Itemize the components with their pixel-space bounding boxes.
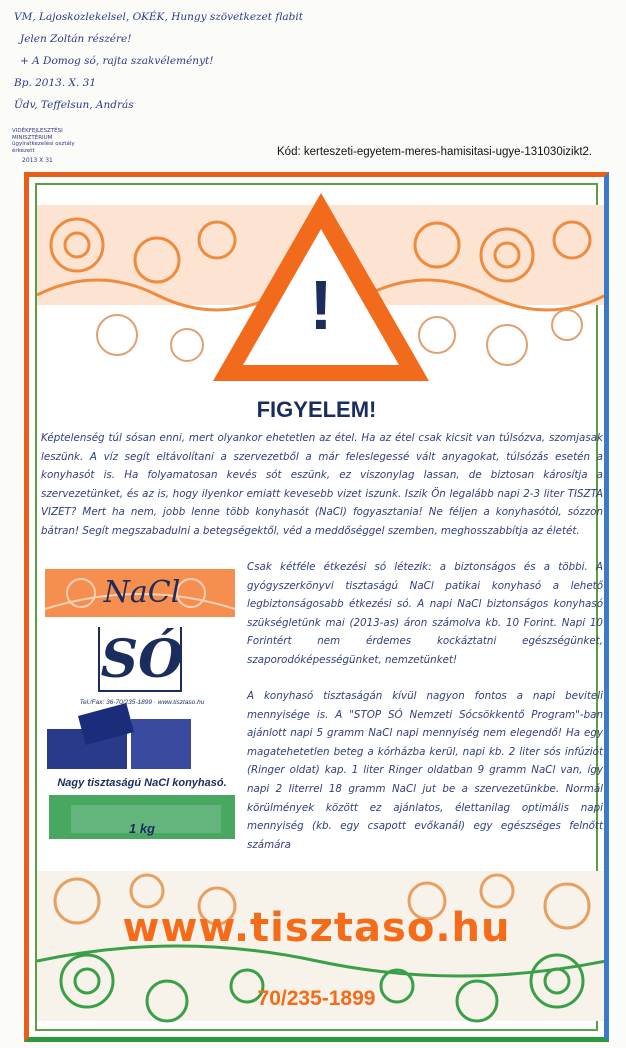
handwritten-line: Üdv, Teffelsun, András: [14, 99, 134, 111]
poster-inner-frame: [35, 183, 603, 1031]
phone-number: 70/235-1899: [257, 987, 376, 1010]
handwritten-line: Jelen Zoltán részére!: [20, 33, 132, 45]
document-code: Kód: kerteszeti-egyetem-meres-hamisitasi-ugye-131030izikt2.: [277, 146, 593, 158]
warning-poster: [24, 172, 609, 1042]
intro-paragraph: Képtelenség túl sósan enni, mert olyankor ehetetlen az étel. Ha az étel csak kicsit van túlsózva, szomjasak leszünk. A víz segít eltávolítani a szervezetből a már feleslegessé vált anyagokat, túlsózás esetén a konyhasót is. Ha folyamatosan kevés sót eszünk, ez viszonylag lassan, de biztosan károsítja a szervezetünket, és az is, hogy ilyenkor emiatt kevesebb vizet iszunk. Iszik Ön legalább napi 2-3 liter TISZTA VIZET? Mert ha nem, jobb lenne több konyhasót (NaCl) fogyasztania! Ne féljen a konyhasótól, sózzon bátran! Segít megszabadulni a betegségektől, véd a meddőséggel szemben, meghosszabbítja az életét.: [41, 432, 603, 537]
product-so-label: SÓ: [100, 629, 184, 690]
headline: FIGYELEM!: [256, 397, 377, 422]
stamp-line: VIDÉKFEJLESZTÉSI MINISZTÉRIUM: [12, 128, 63, 141]
salt-product-image: [41, 569, 241, 869]
product-weight-label: 1 kg: [128, 821, 155, 836]
product-small-print: Tel./Fax: 36-70/235-1899 · www.tisztaso.hu: [79, 699, 205, 706]
handwritten-note: [14, 6, 314, 116]
handwritten-line: Bp. 2013. X. 31: [14, 77, 97, 89]
received-stamp: [12, 128, 90, 165]
salt-types-paragraph: Csak kétféle étkezési só létezik: a biztonságos és a többi. A gyógyszerkönyvi tisztaságú NaCl patikai konyhasó a lehető legbiztonságosabb étkezési só. A napi NaCl biztonságos konyhasó szükségletünk mai (2013-as) áron számolva kb. 10 Forint. Napi 10 Forintért nem érdemes kockáztatni egészségünket, szaporodóképességünket, nemzetünket!: [247, 561, 603, 666]
handwritten-line: VM, Lajoskozlekelsel, OKÉK, Hungy szövetkezet flabit: [14, 11, 303, 23]
website-url: www.tisztaso.hu: [122, 905, 511, 951]
product-naci-label: NaCl: [103, 575, 181, 610]
product-purity-label: Nagy tisztaságú NaCl konyhasó.: [57, 777, 227, 789]
stamp-date: 2013 X 31: [22, 157, 53, 164]
daily-intake-paragraph: A konyhasó tisztaságán kívül nagyon fontos a napi beviteli mennyisége is. A "STOP SÓ Nemzeti Sócsökkentő Program"-ban ajánlott napi 5 gramm NaCl napi mennyiség nem elegendő! Ha egy magatehetetlen beteg a kórházba kerül, napi kb. 2 liter sós infúziót (Ringer oldat) kap. 1 liter Ringer oldatban 9 gramm NaCl van, így napi 2 literrel 18 gramm NaCl jut be a szervezetünkbe. Normál körülmények között ez ajánlatos, élettanilag optimális napi mennyiség (kb. egy csapott evőkanál) egy egészséges felnőtt számára: [247, 690, 603, 851]
stamp-line: ügyiratkezelési osztály: [12, 141, 75, 147]
handwritten-line: + A Domog só, rajta szakvéleményt!: [20, 55, 214, 67]
warning-exclamation: !: [309, 266, 333, 344]
stamp-line: érkezett: [12, 147, 35, 154]
